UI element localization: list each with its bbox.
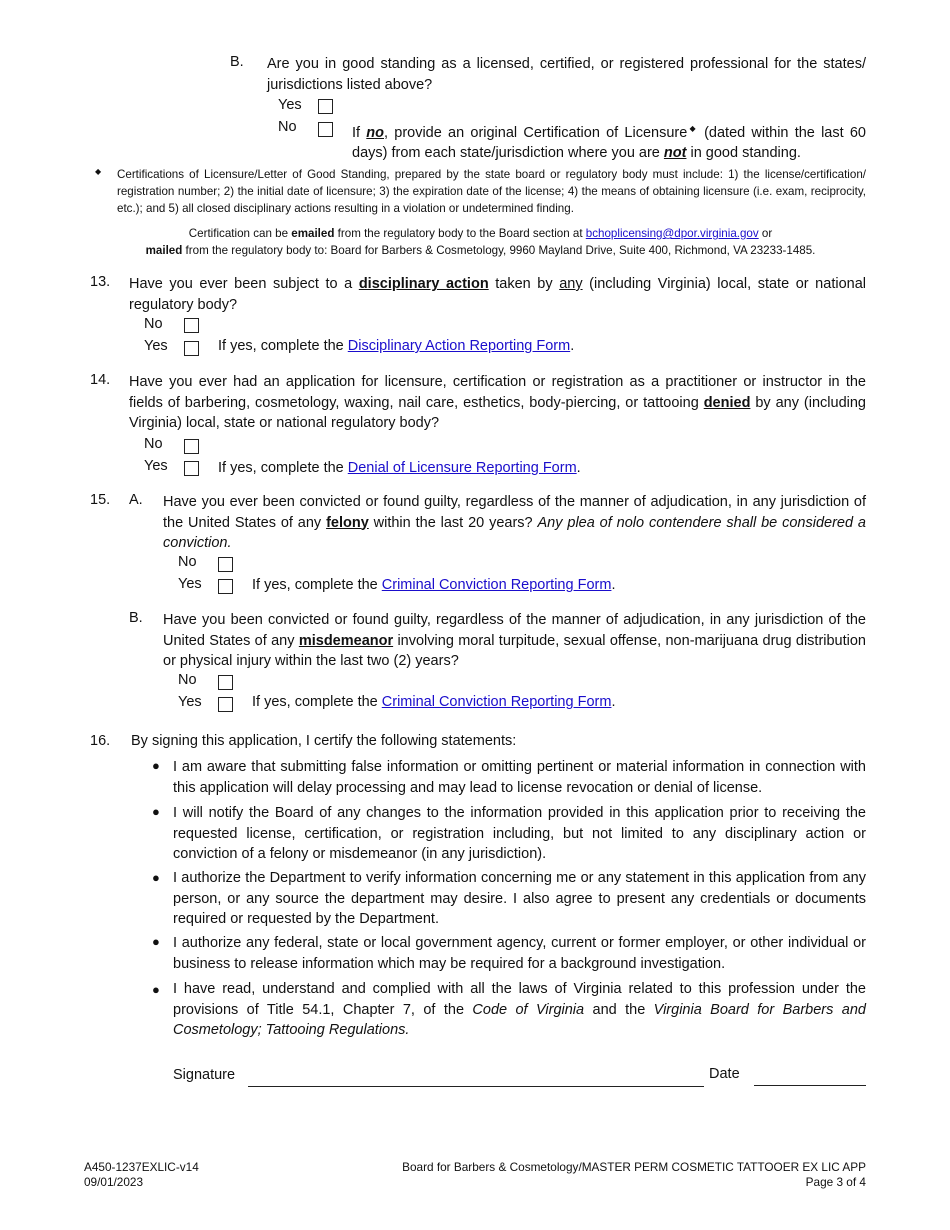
- q16-intro: By signing this application, I certify the following statements:: [131, 733, 517, 749]
- q15b-no-checkbox[interactable]: [218, 675, 233, 690]
- q12b-no-checkbox[interactable]: [318, 122, 333, 137]
- q12b-if-no-text: If no, provide an original Certification of Licensure◆ (dated within the last 60 days) from each state/jurisdiction where you are not in good standing.: [352, 124, 866, 162]
- q13-number: 13.: [90, 274, 111, 290]
- q15b-yes-label: Yes: [178, 694, 202, 710]
- q13-yes-label: Yes: [144, 338, 168, 354]
- bullet-icon: ●: [152, 758, 160, 773]
- q15a-no-checkbox[interactable]: [218, 557, 233, 572]
- date-line[interactable]: [754, 1085, 866, 1086]
- q14-yes-label: Yes: [144, 458, 168, 474]
- q16-statement-1: I am aware that submitting false information or omitting pertinent or material information in connection with this application will delay processing and may lead to license revocation or denial of license.: [173, 759, 866, 796]
- bullet-icon: ●: [152, 870, 160, 885]
- q13-question: Have you ever been subject to a disciplinary action taken by any (including Virginia) local, state or national regulatory body?: [129, 276, 866, 313]
- q12b-question: Are you in good standing as a licensed, certified, or registered professional for the states/ jurisdictions listed above?: [267, 56, 866, 93]
- disciplinary-action-form-link[interactable]: Disciplinary Action Reporting Form: [347, 338, 571, 354]
- q16-statement-5: I have read, understand and complied with all the laws of Virginia related to this profession under the provisions of Title 54.1, Chapter 7, of the Code of Virginia and the Virginia Board for Barbers and Cosmetology; Tattooing Regulations.: [173, 981, 866, 1038]
- q12b-no-label: No: [278, 119, 297, 135]
- q15-number: 15.: [90, 492, 111, 508]
- board-email-link[interactable]: bchoplicensing@dpor.virginia.gov: [585, 227, 759, 240]
- q12b-yes-label: Yes: [278, 97, 302, 113]
- q13-no-checkbox[interactable]: [184, 318, 199, 333]
- footer-right: [380, 1160, 866, 1190]
- q15b-question: Have you been convicted or found guilty, regardless of the manner of adjudication, in any jurisdiction of the United States of any misdemeanor involving moral turpitude, sexual offense, non-marijuana drug distribution or physical injury within the last two (2) years?: [163, 612, 866, 669]
- q15a-question: Have you ever been convicted or found guilty, regardless of the manner of adjudication, in any jurisdiction of the United States of any felony within the last 20 years? Any plea of nolo contendere shall be considered a conviction.: [163, 494, 866, 551]
- footnote-email-line: Certification can be emailed from the regulatory body to the Board section at bchoplicensing@dpor.virginia.gov or: [188, 227, 773, 240]
- q14-if-yes: If yes, complete the Denial of Licensure Reporting Form.: [218, 460, 581, 476]
- form-date: 09/01/2023: [84, 1175, 144, 1189]
- q15a-if-yes: If yes, complete the Criminal Conviction Reporting Form.: [252, 577, 616, 593]
- footnote-text: Certifications of Licensure/Letter of Good Standing, prepared by the state board or regulatory body must include: 1) the license/certification/ registration number; 2) the initial date of licensure; 3) the expiration date of the license; 4) the means of obtaining licensure (i.e. exam, reciprocity, etc.); and 5) all closed disciplinary actions resulting in a violation or undetermined finding.: [117, 168, 866, 215]
- form-id: A450-1237EXLIC-v14: [84, 1160, 199, 1174]
- criminal-conviction-form-link-a[interactable]: Criminal Conviction Reporting Form: [381, 577, 612, 593]
- q13-if-yes: If yes, complete the Disciplinary Action Reporting Form.: [218, 338, 575, 354]
- q15a-yes-label: Yes: [178, 576, 202, 592]
- date-label: Date: [709, 1066, 740, 1082]
- q12b-yes-checkbox[interactable]: [318, 99, 333, 114]
- q15b-no-label: No: [178, 672, 197, 688]
- q16-statement-3: I authorize the Department to verify information concerning me or any statement in this application from any person, or any source the department may desire. I also agree to present any credentials or documents required or requested by the Department.: [173, 870, 866, 927]
- q15a-no-label: No: [178, 554, 197, 570]
- page-number: Page 3 of 4: [805, 1175, 866, 1189]
- q14-no-checkbox[interactable]: [184, 439, 199, 454]
- q14-number: 14.: [90, 372, 111, 388]
- footnote-diamond-ref: ◆: [687, 124, 698, 133]
- footnote-mail-line: mailed from the regulatory body to: Board for Barbers & Cosmetology, 9960 Mayland Drive, Suite 400, Richmond, VA 23233-1485.: [145, 244, 816, 257]
- footer-left: [84, 1160, 199, 1190]
- q15b-if-yes: If yes, complete the Criminal Conviction Reporting Form.: [252, 694, 616, 710]
- denial-of-licensure-form-link[interactable]: Denial of Licensure Reporting Form: [347, 460, 577, 476]
- q16-statement-4: I authorize any federal, state or local government agency, current or former employer, or other individual or business to release information which may be required for a background investigation.: [173, 935, 866, 972]
- bullet-icon: ●: [152, 934, 160, 949]
- q15a-letter: A.: [129, 492, 143, 508]
- bullet-icon: ●: [152, 804, 160, 819]
- q16-number: 16.: [90, 733, 111, 749]
- q15b-yes-checkbox[interactable]: [218, 697, 233, 712]
- q16-statement-2: I will notify the Board of any changes to the information provided in this application prior to receiving the requested license, certification, or registration including, but not limited to any disciplinary action or conviction of a felony or misdemeanor (in any jurisdiction).: [173, 805, 866, 862]
- q15b-letter: B.: [129, 610, 143, 626]
- q12b-letter: B.: [230, 54, 244, 70]
- q14-question: Have you ever had an application for licensure, certification or registration as a practitioner or instructor in the fields of barbering, cosmetology, waxing, nail care, esthetics, body-piercing, or tattooing denied by any (including Virginia) local, state or national regulatory body?: [129, 374, 866, 431]
- form-title: Board for Barbers & Cosmetology/MASTER PERM COSMETIC TATTOOER EX LIC APP: [402, 1160, 866, 1174]
- q14-yes-checkbox[interactable]: [184, 461, 199, 476]
- q13-yes-checkbox[interactable]: [184, 341, 199, 356]
- criminal-conviction-form-link-b[interactable]: Criminal Conviction Reporting Form: [381, 694, 612, 710]
- q14-no-label: No: [144, 436, 163, 452]
- q15a-yes-checkbox[interactable]: [218, 579, 233, 594]
- q13-no-label: No: [144, 316, 163, 332]
- footnote-diamond: ◆: [95, 167, 102, 176]
- signature-line[interactable]: [248, 1086, 704, 1087]
- signature-label: Signature: [173, 1067, 236, 1083]
- bullet-icon: ●: [152, 982, 160, 997]
